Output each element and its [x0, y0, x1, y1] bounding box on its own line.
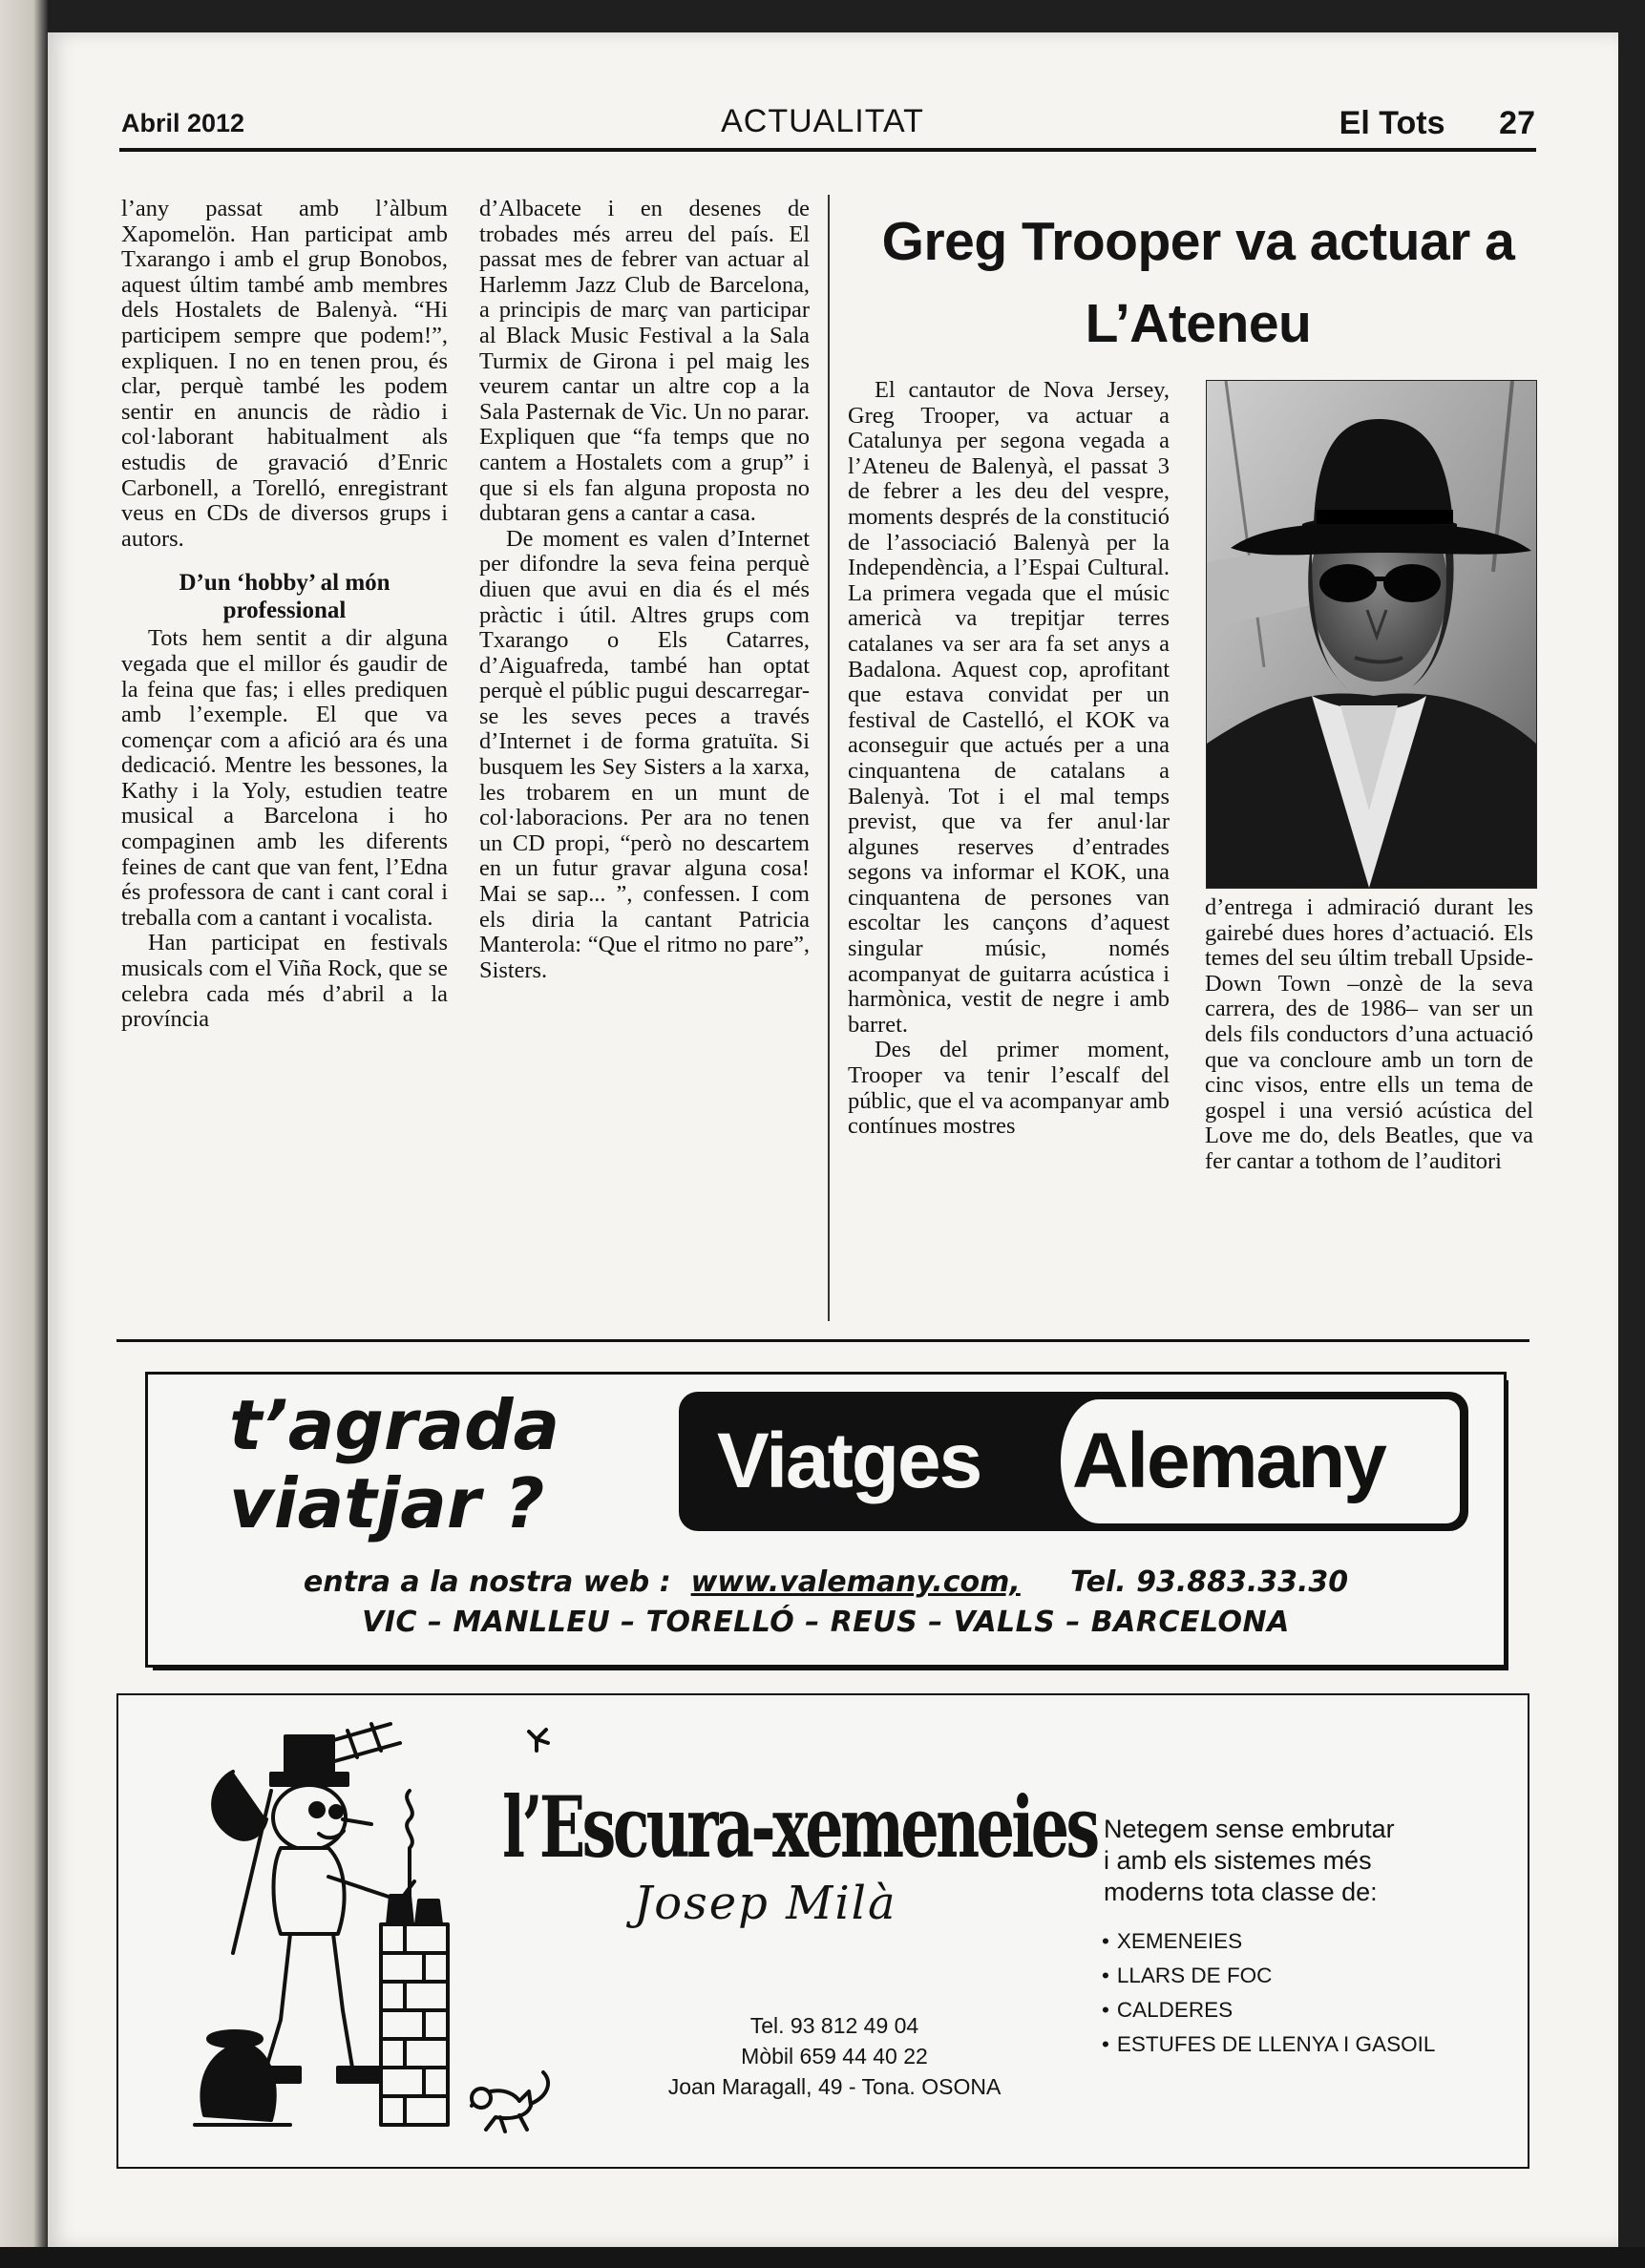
travel-ad	[145, 1372, 1507, 1668]
header-page-number: 27	[1499, 105, 1535, 141]
logo-word-viatges: Viatges	[717, 1418, 981, 1504]
paragraph: Tots hem sentit a dir alguna vegada que el millor és gaudir de la feina que fas; i elles prediquen amb l’exemple. El que va començar com a afició ara és una dedicació. Mentre les bessones, la Kathy i la Yoly, estudien teatre musical a Barcelona i ho compaginen amb les diferents feines de cant que van fent, l’Edna és professora de cant i cant coral i treballa com a cantant i vocalista.	[121, 625, 448, 931]
header-date: Abril 2012	[121, 109, 245, 137]
chimney-sweep-ad	[116, 1693, 1529, 2169]
travel-ad-contact-line	[148, 1565, 1504, 1599]
paragraph: El cantautor de Nova Jersey, Greg Trooper, va actuar a Catalunya per segona vegada a l’Ateneu de Balenyà, el passat 3 de febrer a les deu del vespre, moments després de la constitució de l’associació Balenyà per la Independència, a l’Espai Cultural. La primera vegada que el músic americà va trepitjar terres catalanes va ser ara fa set anys a Badalona. Aquest cop, aprofitant que estava convidat per un festival de Castelló, el KOK va aconseguir que actués per a una cinquantena de catalans a Balenyà. Tot i el mal temps previst, que va fer anul·lar algunes reserves d’entrades segons va informar el KOK, una cinquantena de persones van escoltar les cançons d’aquest singular músic, només acompanyat de guitarra acústica i harmònica, vestit de negre i amb barret.	[848, 377, 1170, 1038]
intro-line-2: i amb els sistemes més	[1104, 1846, 1372, 1875]
paragraph: Des del primer moment, Trooper va tenir l’escalf del públic, que el va acompanyar amb contínues mostres	[848, 1037, 1170, 1140]
scan-edge	[0, 2247, 1645, 2268]
photo-illustration	[1207, 381, 1536, 888]
chimney-sweep-illustration	[176, 1705, 558, 2163]
article-column-3	[848, 378, 1170, 1140]
page-gutter	[0, 0, 48, 2268]
travel-agency-logo	[679, 1392, 1468, 1531]
paragraph: Han participat en festivals musicals com el Viña Rock, que se celebra cada més d’abril a la província	[121, 930, 448, 1033]
header-publication-page	[1339, 105, 1535, 142]
paragraph: l’any passat amb l’àlbum Xapomelön. Han participat amb Txarango i amb el grup Bonobos, aquest últim també amb membres dels Hostalets de Balenyà. “Hi participem sempre que podem!”, expliquen. I no en tenen prou, és clar, perquè també les podem sentir en anuncis de ràdio i col·laborant habitualment als estudis de gravació d’Enric Carbonell, a Torelló, enregistrant veus en CDs de diversos grups i autors.	[121, 196, 448, 552]
intro-line-3: moderns tota classe de:	[1104, 1878, 1378, 1906]
logo-word-alemany: Alemany	[1072, 1418, 1385, 1504]
service-item: • XEMENEIES	[1102, 1924, 1435, 1959]
chimney-phone: Tel. 93 812 49 04	[749, 2013, 919, 2038]
slogan-line-1: t’agrada	[229, 1385, 560, 1465]
service-item: • LLARS DE FOC	[1102, 1959, 1435, 1993]
owner-signature: Josep Milà	[634, 1877, 897, 1930]
chimney-address: Joan Maragall, 49 - Tona. OSONA	[667, 2074, 1002, 2099]
web-label: entra a la nostra web :	[303, 1565, 671, 1599]
service-item: • ESTUFES DE LLENYA I GASOIL	[1102, 2027, 1435, 2062]
travel-ad-cities: VIC – MANLLEU – TORELLÓ – REUS – VALLS – BARCELONA	[362, 1606, 1290, 1639]
header-section: ACTUALITAT	[721, 103, 924, 139]
subheading: D’un ‘hobby’ al món professional	[179, 570, 390, 624]
musician-photo	[1206, 380, 1537, 889]
article-headline: Greg Trooper va actuar a L’Ateneu	[881, 211, 1515, 354]
slogan-line-2: viatjar ?	[229, 1463, 545, 1544]
services-list	[1102, 1924, 1435, 2062]
article-column-4	[1205, 895, 1533, 1175]
header-publication: El Tots	[1339, 105, 1445, 141]
chimney-brand-logo: l’Escura-xemeneies	[502, 1777, 1097, 1877]
article-column-2	[479, 197, 810, 983]
travel-ad-slogan	[229, 1386, 559, 1543]
travel-phone: Tel. 93.883.33.30	[1070, 1565, 1349, 1599]
chimney-mobile: Mòbil 659 44 40 22	[741, 2044, 928, 2068]
intro-line-1: Netegem sense embrutar	[1104, 1815, 1395, 1843]
chimney-intro	[1104, 1814, 1395, 1908]
header-rule	[119, 148, 1536, 152]
paragraph: De moment es valen d’Internet per difondre la seva feina perquè diuen que avui en dia és el més pràctic i útil. Altres grups com Txarango o Els Catarres, d’Aiguafreda, també han optat perquè el públic pugui descarregar-se les seves peces a través d’Internet i de forma gratuïta. Si busquem les Sey Sisters a la xarxa, les trobarem en un munt de col·laboracions. Per ara no tenen un CD propi, “però no descartem en un futur gravar alguna cosa! Mai se sap... ”, confessen. I com els diria la cantant Patricia Manterola: “Que el ritmo no pare”, Sisters.	[479, 525, 810, 983]
paragraph: d’entrega i admiració durant les gairebé dues hores d’actuació. Els temes del seu últim treball Upside-Down Town –onzè de la seva carrera, des de 1986– van ser un dels fils conductors d’una actuació que va concloure amb un torn de cinc visos, entre ells un tema de gospel i una versió acústica del Love me do, dels Beatles, que va fer cantar a tothom de l’auditori	[1205, 894, 1533, 1174]
web-url-link[interactable]: www.valemany.com,	[690, 1565, 1021, 1599]
paragraph: d’Albacete i en desenes de trobades més arreu del país. El passat mes de febrer van actuar al Harlemm Jazz Club de Barcelona, a principis de març van participar al Black Music Festival a la Sala Turmix de Girona i pel maig les veurem cantar un altre cop a la Sala Pasternak de Vic. Un no parar. Expliquen que “fa temps que no cantem a Hostalets com a grup” i que si els fan alguna proposta no dubtaran gens a cantar a casa.	[479, 196, 810, 527]
column-divider	[828, 195, 830, 1321]
section-rule	[116, 1339, 1529, 1342]
service-item: • CALDERES	[1102, 1993, 1435, 2027]
article-column-1	[121, 197, 448, 1033]
